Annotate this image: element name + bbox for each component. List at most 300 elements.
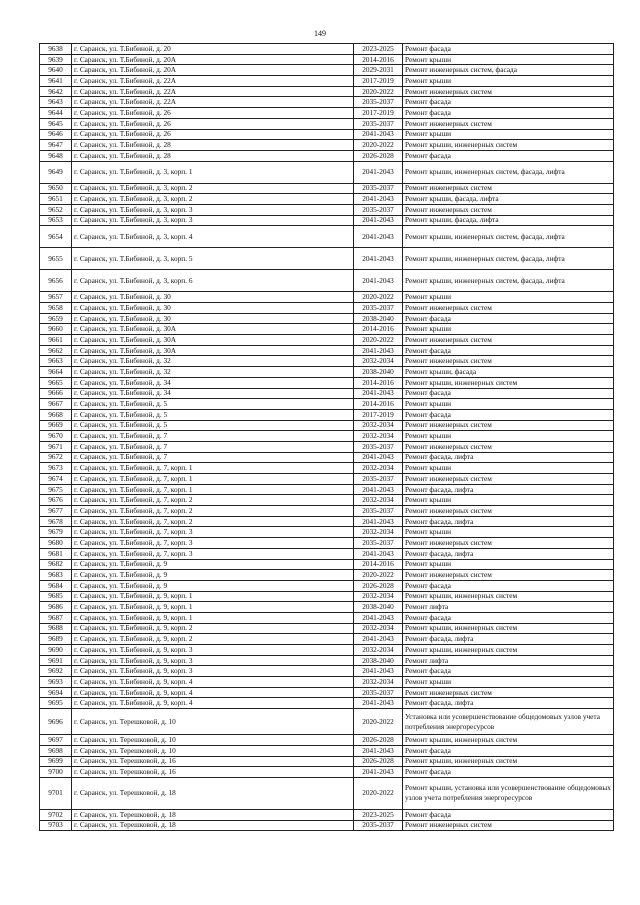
cell-num: 9700 (40, 767, 72, 778)
cell-num: 9676 (40, 495, 72, 506)
cell-addr: г. Саранск, ул. Т.Бибиной, д. 5 (72, 420, 354, 431)
cell-num: 9695 (40, 698, 72, 709)
table-row (40, 194, 614, 205)
cell-work: Ремонт крыши (403, 292, 614, 303)
table-body (40, 44, 614, 831)
table-row (40, 324, 614, 335)
cell-work: Ремонт крыши, фасада (403, 367, 614, 378)
cell-addr: г. Саранск, ул. Т.Бибиной, д. 9, корп. 4 (72, 687, 354, 698)
cell-period: 2035-2037 (354, 97, 403, 108)
cell-addr: г. Саранск, ул. Терешковой, д. 10 (72, 745, 354, 756)
cell-work: Ремонт фасада, лифта (403, 548, 614, 559)
cell-addr: г. Саранск, ул. Терешковой, д. 10 (72, 735, 354, 746)
cell-num: 9661 (40, 335, 72, 346)
cell-period: 2029-2031 (354, 65, 403, 76)
cell-work: Ремонт крыши, инженерных систем, фасада, лифта (403, 226, 614, 248)
cell-addr: г. Саранск, ул. Т.Бибиной, д. 7, корп. 3 (72, 527, 354, 538)
cell-work: Ремонт фасада (403, 409, 614, 420)
cell-addr: г. Саранск, ул. Т.Бибиной, д. 32 (72, 367, 354, 378)
cell-num: 9686 (40, 602, 72, 613)
cell-num: 9670 (40, 431, 72, 442)
cell-period: 2041-2043 (354, 767, 403, 778)
cell-work: Ремонт фасада, лифта (403, 698, 614, 709)
cell-addr: г. Саранск, ул. Т.Бибиной, д. 9 (72, 580, 354, 591)
cell-addr: г. Саранск, ул. Т.Бибиной, д. 7, корп. 3 (72, 548, 354, 559)
cell-addr: г. Саранск, ул. Т.Бибиной, д. 32 (72, 356, 354, 367)
cell-period: 2032-2034 (354, 420, 403, 431)
cell-period: 2020-2022 (354, 86, 403, 97)
cell-num: 9698 (40, 745, 72, 756)
cell-period: 2032-2034 (354, 645, 403, 656)
cell-num: 9664 (40, 367, 72, 378)
cell-period: 2026-2028 (354, 735, 403, 746)
cell-addr: г. Саранск, ул. Т.Бибиной, д. 20 (72, 44, 354, 55)
table-row (40, 161, 614, 183)
cell-work: Ремонт крыши, инженерных систем (403, 645, 614, 656)
cell-num: 9653 (40, 215, 72, 226)
cell-addr: г. Саранск, ул. Т.Бибиной, д. 9 (72, 570, 354, 581)
cell-work: Ремонт фасада (403, 666, 614, 677)
cell-work: Ремонт лифта (403, 602, 614, 613)
table-row (40, 399, 614, 410)
cell-addr: г. Саранск, ул. Т.Бибиной, д. 30А (72, 335, 354, 346)
cell-work: Ремонт фасада, лифта (403, 452, 614, 463)
cell-num: 9655 (40, 248, 72, 270)
table-row (40, 756, 614, 767)
cell-period: 2032-2034 (354, 463, 403, 474)
cell-num: 9672 (40, 452, 72, 463)
cell-num: 9671 (40, 441, 72, 452)
cell-period: 2035-2037 (354, 303, 403, 314)
cell-addr: г. Саранск, ул. Т.Бибиной, д. 3, корп. 3 (72, 204, 354, 215)
table-row (40, 516, 614, 527)
cell-period: 2041-2043 (354, 516, 403, 527)
cell-addr: г. Саранск, ул. Т.Бибиной, д. 9 (72, 559, 354, 570)
table-row (40, 527, 614, 538)
cell-period: 2041-2043 (354, 345, 403, 356)
cell-num: 9645 (40, 118, 72, 129)
cell-period: 2023-2025 (354, 809, 403, 820)
cell-num: 9691 (40, 655, 72, 666)
cell-addr: г. Саранск, ул. Т.Бибиной, д. 26 (72, 129, 354, 140)
table-row (40, 292, 614, 303)
cell-addr: г. Саранск, ул. Т.Бибиной, д. 7, корп. 2 (72, 506, 354, 517)
cell-num: 9640 (40, 65, 72, 76)
cell-work: Ремонт крыши (403, 527, 614, 538)
cell-addr: г. Саранск, ул. Т.Бибиной, д. 7, корп. 2 (72, 516, 354, 527)
cell-num: 9682 (40, 559, 72, 570)
cell-work: Ремонт фасада, лифта (403, 634, 614, 645)
cell-period: 2032-2034 (354, 431, 403, 442)
cell-num: 9679 (40, 527, 72, 538)
cell-num: 9703 (40, 820, 72, 831)
cell-addr: г. Саранск, ул. Т.Бибиной, д. 28 (72, 140, 354, 151)
cell-addr: г. Саранск, ул. Т.Бибиной, д. 3, корп. 2 (72, 183, 354, 194)
cell-num: 9673 (40, 463, 72, 474)
table-row (40, 570, 614, 581)
table-row (40, 820, 614, 831)
cell-work: Ремонт инженерных систем (403, 570, 614, 581)
cell-work: Ремонт инженерных систем (403, 474, 614, 485)
cell-period: 2038-2040 (354, 602, 403, 613)
cell-period: 2035-2037 (354, 441, 403, 452)
cell-period: 2017-2019 (354, 409, 403, 420)
cell-num: 9652 (40, 204, 72, 215)
cell-addr: г. Саранск, ул. Т.Бибиной, д. 30 (72, 313, 354, 324)
cell-addr: г. Саранск, ул. Т.Бибиной, д. 9, корп. 2 (72, 634, 354, 645)
cell-work: Ремонт крыши (403, 495, 614, 506)
cell-addr: г. Саранск, ул. Т.Бибиной, д. 9, корп. 3 (72, 655, 354, 666)
cell-num: 9650 (40, 183, 72, 194)
cell-period: 2041-2043 (354, 548, 403, 559)
cell-period: 2041-2043 (354, 226, 403, 248)
cell-addr: г. Саранск, ул. Т.Бибиной, д. 9, корп. 1 (72, 612, 354, 623)
table-row (40, 580, 614, 591)
table-row (40, 215, 614, 226)
cell-work: Ремонт фасада, лифта (403, 484, 614, 495)
table-row (40, 698, 614, 709)
table-row (40, 441, 614, 452)
cell-num: 9647 (40, 140, 72, 151)
cell-work: Ремонт крыши (403, 431, 614, 442)
table-row (40, 140, 614, 151)
cell-work: Ремонт инженерных систем (403, 204, 614, 215)
cell-addr: г. Саранск, ул. Т.Бибиной, д. 3, корп. 2 (72, 194, 354, 205)
cell-work: Ремонт инженерных систем (403, 356, 614, 367)
table-row (40, 54, 614, 65)
cell-addr: г. Саранск, ул. Т.Бибиной, д. 7 (72, 431, 354, 442)
cell-period: 2020-2022 (354, 777, 403, 809)
cell-period: 2035-2037 (354, 687, 403, 698)
cell-period: 2032-2034 (354, 623, 403, 634)
cell-work: Ремонт фасада (403, 745, 614, 756)
cell-addr: г. Саранск, ул. Терешковой, д. 18 (72, 820, 354, 831)
table-row (40, 204, 614, 215)
table-row (40, 777, 614, 809)
table-row (40, 367, 614, 378)
cell-addr: г. Саранск, ул. Т.Бибиной, д. 3, корп. 1 (72, 161, 354, 183)
cell-period: 2041-2043 (354, 388, 403, 399)
cell-addr: г. Саранск, ул. Т.Бибиной, д. 9, корп. 4 (72, 698, 354, 709)
table-row (40, 97, 614, 108)
cell-num: 9681 (40, 548, 72, 559)
cell-work: Ремонт крыши, инженерных систем (403, 140, 614, 151)
table-row (40, 108, 614, 119)
repair-schedule-table (39, 43, 614, 831)
cell-num: 9669 (40, 420, 72, 431)
cell-num: 9699 (40, 756, 72, 767)
cell-period: 2014-2016 (354, 324, 403, 335)
cell-num: 9688 (40, 623, 72, 634)
cell-period: 2014-2016 (354, 377, 403, 388)
cell-num: 9701 (40, 777, 72, 809)
table-row (40, 248, 614, 270)
cell-num: 9683 (40, 570, 72, 581)
table-row (40, 559, 614, 570)
cell-addr: г. Саранск, ул. Т.Бибиной, д. 9, корп. 1 (72, 591, 354, 602)
cell-work: Ремонт инженерных систем (403, 86, 614, 97)
table-row (40, 677, 614, 688)
cell-work: Ремонт фасада (403, 580, 614, 591)
cell-addr: г. Саранск, ул. Т.Бибиной, д. 34 (72, 377, 354, 388)
cell-num: 9685 (40, 591, 72, 602)
cell-addr: г. Саранск, ул. Т.Бибиной, д. 20А (72, 65, 354, 76)
cell-addr: г. Саранск, ул. Т.Бибиной, д. 28 (72, 150, 354, 161)
cell-addr: г. Саранск, ул. Т.Бибиной, д. 9, корп. 3 (72, 666, 354, 677)
cell-work: Ремонт крыши, инженерных систем, фасада, лифта (403, 270, 614, 292)
cell-work: Ремонт крыши (403, 463, 614, 474)
cell-num: 9654 (40, 226, 72, 248)
cell-addr: г. Саранск, ул. Т.Бибиной, д. 7, корп. 1 (72, 463, 354, 474)
cell-num: 9657 (40, 292, 72, 303)
cell-period: 2020-2022 (354, 335, 403, 346)
cell-num: 9687 (40, 612, 72, 623)
cell-work: Ремонт крыши (403, 54, 614, 65)
cell-num: 9649 (40, 161, 72, 183)
table-row (40, 687, 614, 698)
cell-period: 2032-2034 (354, 677, 403, 688)
cell-work: Ремонт инженерных систем (403, 303, 614, 314)
cell-work: Ремонт крыши (403, 677, 614, 688)
cell-addr: г. Саранск, ул. Т.Бибиной, д. 20А (72, 54, 354, 65)
cell-num: 9689 (40, 634, 72, 645)
cell-period: 2032-2034 (354, 527, 403, 538)
cell-addr: г. Саранск, ул. Т.Бибиной, д. 3, корп. 5 (72, 248, 354, 270)
cell-period: 2017-2019 (354, 76, 403, 87)
cell-work: Ремонт фасада (403, 345, 614, 356)
cell-addr: г. Саранск, ул. Терешковой, д. 18 (72, 777, 354, 809)
table-row (40, 506, 614, 517)
cell-num: 9697 (40, 735, 72, 746)
table-row (40, 474, 614, 485)
cell-num: 9643 (40, 97, 72, 108)
cell-work: Ремонт крыши (403, 399, 614, 410)
cell-work: Ремонт фасада (403, 108, 614, 119)
cell-period: 2020-2022 (354, 709, 403, 735)
cell-work: Ремонт лифта (403, 655, 614, 666)
cell-addr: г. Саранск, ул. Т.Бибиной, д. 7, корп. 2 (72, 495, 354, 506)
cell-num: 9680 (40, 538, 72, 549)
cell-work: Ремонт инженерных систем (403, 687, 614, 698)
cell-period: 2026-2028 (354, 150, 403, 161)
cell-num: 9684 (40, 580, 72, 591)
cell-work: Ремонт крыши, фасада, лифта (403, 215, 614, 226)
table-row (40, 388, 614, 399)
cell-num: 9660 (40, 324, 72, 335)
cell-num: 9678 (40, 516, 72, 527)
cell-work: Ремонт инженерных систем (403, 335, 614, 346)
table-row (40, 129, 614, 140)
table-row (40, 420, 614, 431)
cell-work: Ремонт крыши, инженерных систем (403, 377, 614, 388)
cell-period: 2041-2043 (354, 484, 403, 495)
cell-work: Ремонт фасада, лифта (403, 516, 614, 527)
cell-addr: г. Саранск, ул. Т.Бибиной, д. 3, корп. 6 (72, 270, 354, 292)
table-row (40, 634, 614, 645)
table-row (40, 745, 614, 756)
table-row (40, 645, 614, 656)
table-row (40, 495, 614, 506)
cell-addr: г. Саранск, ул. Т.Бибиной, д. 7, корп. 3 (72, 538, 354, 549)
cell-work: Ремонт крыши, фасада, лифта (403, 194, 614, 205)
cell-num: 9696 (40, 709, 72, 735)
cell-num: 9668 (40, 409, 72, 420)
cell-period: 2041-2043 (354, 270, 403, 292)
cell-period: 2023-2025 (354, 44, 403, 55)
table-row (40, 65, 614, 76)
table-row (40, 666, 614, 677)
table-row (40, 313, 614, 324)
table-row (40, 345, 614, 356)
cell-addr: г. Саранск, ул. Терешковой, д. 16 (72, 767, 354, 778)
cell-num: 9666 (40, 388, 72, 399)
table-row (40, 735, 614, 746)
cell-num: 9675 (40, 484, 72, 495)
cell-period: 2041-2043 (354, 194, 403, 205)
cell-period: 2032-2034 (354, 356, 403, 367)
cell-work: Ремонт инженерных систем (403, 441, 614, 452)
cell-addr: г. Саранск, ул. Т.Бибиной, д. 3, корп. 4 (72, 226, 354, 248)
cell-num: 9651 (40, 194, 72, 205)
cell-addr: г. Саранск, ул. Т.Бибиной, д. 30 (72, 292, 354, 303)
table-row (40, 303, 614, 314)
cell-period: 2035-2037 (354, 118, 403, 129)
cell-period: 2038-2040 (354, 313, 403, 324)
cell-addr: г. Саранск, ул. Т.Бибиной, д. 3, корп. 3 (72, 215, 354, 226)
cell-work: Ремонт инженерных систем (403, 820, 614, 831)
cell-work: Ремонт крыши, инженерных систем (403, 623, 614, 634)
table-row (40, 335, 614, 346)
cell-period: 2035-2037 (354, 538, 403, 549)
cell-addr: г. Саранск, ул. Т.Бибиной, д. 7, корп. 1 (72, 474, 354, 485)
cell-addr: г. Саранск, ул. Т.Бибиной, д. 30 (72, 303, 354, 314)
cell-num: 9663 (40, 356, 72, 367)
cell-num: 9639 (40, 54, 72, 65)
cell-period: 2026-2028 (354, 580, 403, 591)
cell-work: Ремонт крыши (403, 324, 614, 335)
cell-work: Ремонт крыши, инженерных систем, фасада, лифта (403, 248, 614, 270)
cell-num: 9642 (40, 86, 72, 97)
table-row (40, 270, 614, 292)
cell-work: Ремонт фасада (403, 767, 614, 778)
cell-num: 9648 (40, 150, 72, 161)
table-row (40, 655, 614, 666)
cell-num: 9659 (40, 313, 72, 324)
table-row (40, 183, 614, 194)
cell-addr: г. Саранск, ул. Т.Бибиной, д. 5 (72, 399, 354, 410)
cell-work: Ремонт фасада (403, 612, 614, 623)
cell-period: 2026-2028 (354, 756, 403, 767)
cell-work: Ремонт инженерных систем (403, 420, 614, 431)
cell-num: 9658 (40, 303, 72, 314)
cell-work: Ремонт фасада (403, 150, 614, 161)
cell-num: 9656 (40, 270, 72, 292)
cell-addr: г. Саранск, ул. Т.Бибиной, д. 22А (72, 86, 354, 97)
cell-work: Ремонт инженерных систем (403, 506, 614, 517)
cell-addr: г. Саранск, ул. Т.Бибиной, д. 9, корп. 1 (72, 602, 354, 613)
cell-work: Ремонт крыши (403, 559, 614, 570)
cell-num: 9644 (40, 108, 72, 119)
cell-addr: г. Саранск, ул. Терешковой, д. 10 (72, 709, 354, 735)
cell-period: 2038-2040 (354, 367, 403, 378)
table-row (40, 431, 614, 442)
table-row (40, 538, 614, 549)
cell-addr: г. Саранск, ул. Т.Бибиной, д. 26 (72, 118, 354, 129)
table-row (40, 226, 614, 248)
cell-period: 2038-2040 (354, 655, 403, 666)
cell-num: 9646 (40, 129, 72, 140)
cell-work: Ремонт крыши (403, 76, 614, 87)
table-row (40, 150, 614, 161)
cell-num: 9677 (40, 506, 72, 517)
table-row (40, 44, 614, 55)
cell-work: Ремонт фасада (403, 388, 614, 399)
cell-period: 2035-2037 (354, 506, 403, 517)
cell-addr: г. Саранск, ул. Т.Бибиной, д. 9, корп. 2 (72, 623, 354, 634)
table-row (40, 612, 614, 623)
table-row (40, 409, 614, 420)
cell-addr: г. Саранск, ул. Т.Бибиной, д. 30А (72, 345, 354, 356)
table-row (40, 548, 614, 559)
cell-period: 2041-2043 (354, 634, 403, 645)
table-row (40, 377, 614, 388)
cell-num: 9693 (40, 677, 72, 688)
cell-work: Ремонт крыши, инженерных систем (403, 735, 614, 746)
cell-num: 9690 (40, 645, 72, 656)
table-row (40, 767, 614, 778)
table-row (40, 484, 614, 495)
cell-work: Ремонт инженерных систем (403, 118, 614, 129)
cell-addr: г. Саранск, ул. Т.Бибиной, д. 5 (72, 409, 354, 420)
cell-work: Ремонт инженерных систем (403, 183, 614, 194)
cell-work: Ремонт фасада (403, 313, 614, 324)
page-number: 149 (314, 29, 326, 38)
cell-work: Ремонт крыши, инженерных систем (403, 591, 614, 602)
cell-work: Ремонт фасада (403, 97, 614, 108)
cell-num: 9662 (40, 345, 72, 356)
table-row (40, 463, 614, 474)
cell-addr: г. Саранск, ул. Т.Бибиной, д. 9, корп. 3 (72, 645, 354, 656)
cell-period: 2041-2043 (354, 248, 403, 270)
cell-work: Ремонт крыши, инженерных систем, фасада, лифта (403, 161, 614, 183)
table-row (40, 118, 614, 129)
cell-num: 9694 (40, 687, 72, 698)
cell-work: Ремонт инженерных систем, фасада (403, 65, 614, 76)
cell-addr: г. Саранск, ул. Т.Бибиной, д. 34 (72, 388, 354, 399)
cell-period: 2035-2037 (354, 183, 403, 194)
cell-work: Ремонт фасада (403, 809, 614, 820)
cell-period: 2041-2043 (354, 666, 403, 677)
cell-addr: г. Саранск, ул. Терешковой, д. 16 (72, 756, 354, 767)
table-row (40, 452, 614, 463)
cell-num: 9674 (40, 474, 72, 485)
table-row (40, 709, 614, 735)
cell-period: 2035-2037 (354, 820, 403, 831)
table-row (40, 76, 614, 87)
cell-period: 2014-2016 (354, 399, 403, 410)
cell-period: 2020-2022 (354, 292, 403, 303)
cell-num: 9702 (40, 809, 72, 820)
cell-period: 2041-2043 (354, 612, 403, 623)
cell-addr: г. Саранск, ул. Т.Бибиной, д. 22А (72, 97, 354, 108)
cell-num: 9667 (40, 399, 72, 410)
cell-addr: г. Саранск, ул. Т.Бибиной, д. 22А (72, 76, 354, 87)
table-row (40, 86, 614, 97)
cell-num: 9638 (40, 44, 72, 55)
table-row (40, 809, 614, 820)
cell-addr: г. Саранск, ул. Т.Бибиной, д. 9, корп. 4 (72, 677, 354, 688)
cell-period: 2035-2037 (354, 474, 403, 485)
